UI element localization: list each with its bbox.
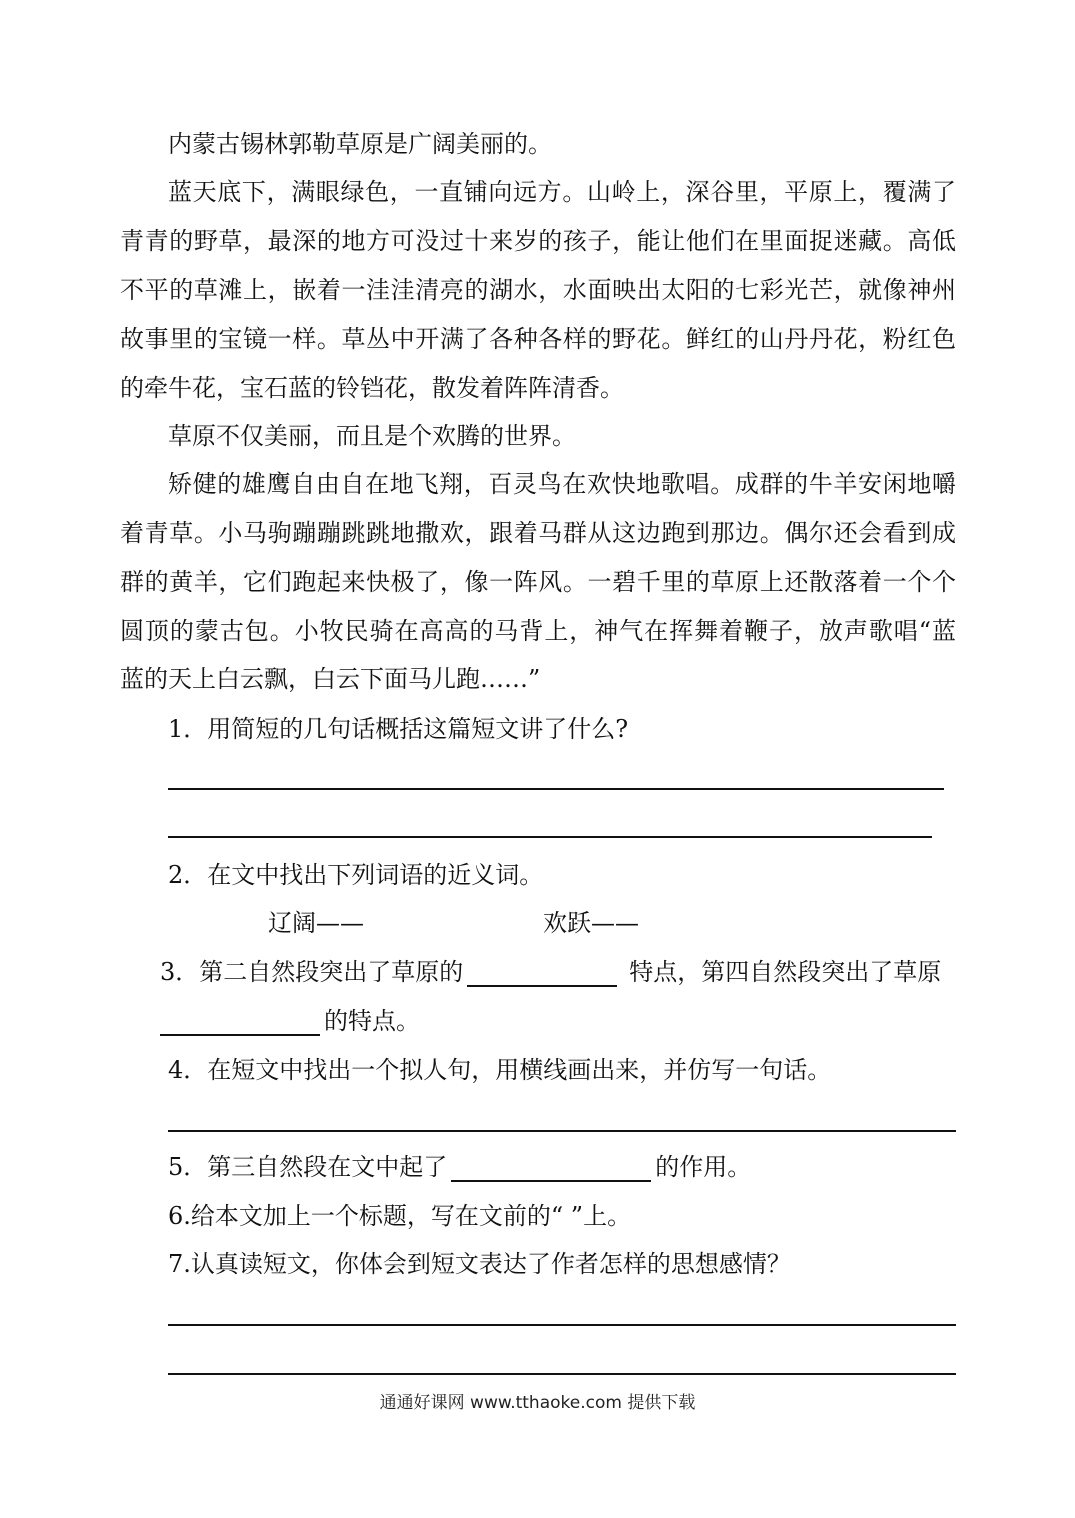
question-6: 6.给本文加上一个标题，写在文前的“ ”上。: [168, 1202, 632, 1230]
question-1: 1．用简短的几句话概括这篇短文讲了什么?: [168, 715, 629, 743]
passage-paragraph-4-line-3: 群的黄羊，它们跑起来快极了，像一阵风。一碧千里的草原上还散落着一个个: [120, 568, 956, 596]
question-2: 2．在文中找出下列词语的近义词。: [168, 861, 544, 889]
question-3-line-2: [160, 1006, 420, 1036]
passage-paragraph-4-line-5: 蓝的天上白云飘，白云下面马儿跑……”: [120, 665, 541, 693]
answer-blank-q5[interactable]: [451, 1156, 651, 1182]
passage-paragraph-2-line-1: 蓝天底下，满眼绿色，一直铺向远方。山岭上，深谷里，平原上，覆满了: [168, 178, 956, 206]
question-7: 7.认真读短文，你体会到短文表达了作者怎样的思想感情？: [168, 1250, 791, 1278]
question-3-part-a: 3．第二自然段突出了草原的: [160, 958, 464, 986]
synonym-prompt-2: 欢跃——: [543, 909, 639, 937]
question-3-part-b: 特点，第四自然段突出了草原: [629, 958, 942, 986]
question-4: 4．在短文中找出一个拟人句，用横线画出来，并仿写一句话。: [168, 1056, 832, 1084]
passage-paragraph-2-line-3: 不平的草滩上，嵌着一洼洼清亮的湖水，水面映出太阳的七彩光芒，就像神州: [120, 276, 956, 304]
question-5-part-a: 5．第三自然段在文中起了: [168, 1153, 448, 1181]
answer-blank-q3-2[interactable]: [160, 1010, 320, 1036]
answer-line-q7-1[interactable]: [168, 1324, 956, 1326]
answer-line-q1-2[interactable]: [168, 836, 932, 838]
passage-paragraph-1: 内蒙古锡林郭勒草原是广阔美丽的。: [168, 130, 552, 158]
answer-blank-q3-1[interactable]: [467, 961, 617, 987]
footer-credit: 通通好课网 www.tthaoke.com 提供下载: [379, 1393, 696, 1413]
passage-paragraph-4-line-2: 着青草。小马驹蹦蹦跳跳地撒欢，跟着马群从这边跑到那边。偶尔还会看到成: [120, 519, 956, 547]
passage-paragraph-2-line-4: 故事里的宝镜一样。草丛中开满了各种各样的野花。鲜红的山丹丹花，粉红色: [120, 325, 956, 353]
passage-paragraph-4-line-4: 圆顶的蒙古包。小牧民骑在高高的马背上，神气在挥舞着鞭子，放声歌唱“蓝: [120, 617, 956, 645]
question-3-line-1: [160, 957, 941, 987]
question-3-part-c: 的特点。: [324, 1007, 420, 1035]
answer-line-q1-1[interactable]: [168, 788, 944, 790]
passage-paragraph-3: 草原不仅美丽，而且是个欢腾的世界。: [168, 422, 576, 450]
answer-line-q7-2[interactable]: [168, 1373, 956, 1375]
passage-paragraph-2-line-5: 的牵牛花，宝石蓝的铃铛花，散发着阵阵清香。: [120, 374, 624, 402]
question-5: [168, 1152, 751, 1182]
question-5-part-b: 的作用。: [655, 1153, 752, 1181]
passage-paragraph-2-line-2: 青青的野草，最深的地方可没过十来岁的孩子，能让他们在里面捉迷藏。高低: [120, 227, 956, 255]
passage-paragraph-4-line-1: 矫健的雄鹰自由自在地飞翔，百灵鸟在欢快地歌唱。成群的牛羊安闲地嚼: [168, 470, 956, 498]
answer-line-q4[interactable]: [168, 1130, 956, 1132]
synonym-prompt-1: 辽阔——: [268, 909, 364, 937]
